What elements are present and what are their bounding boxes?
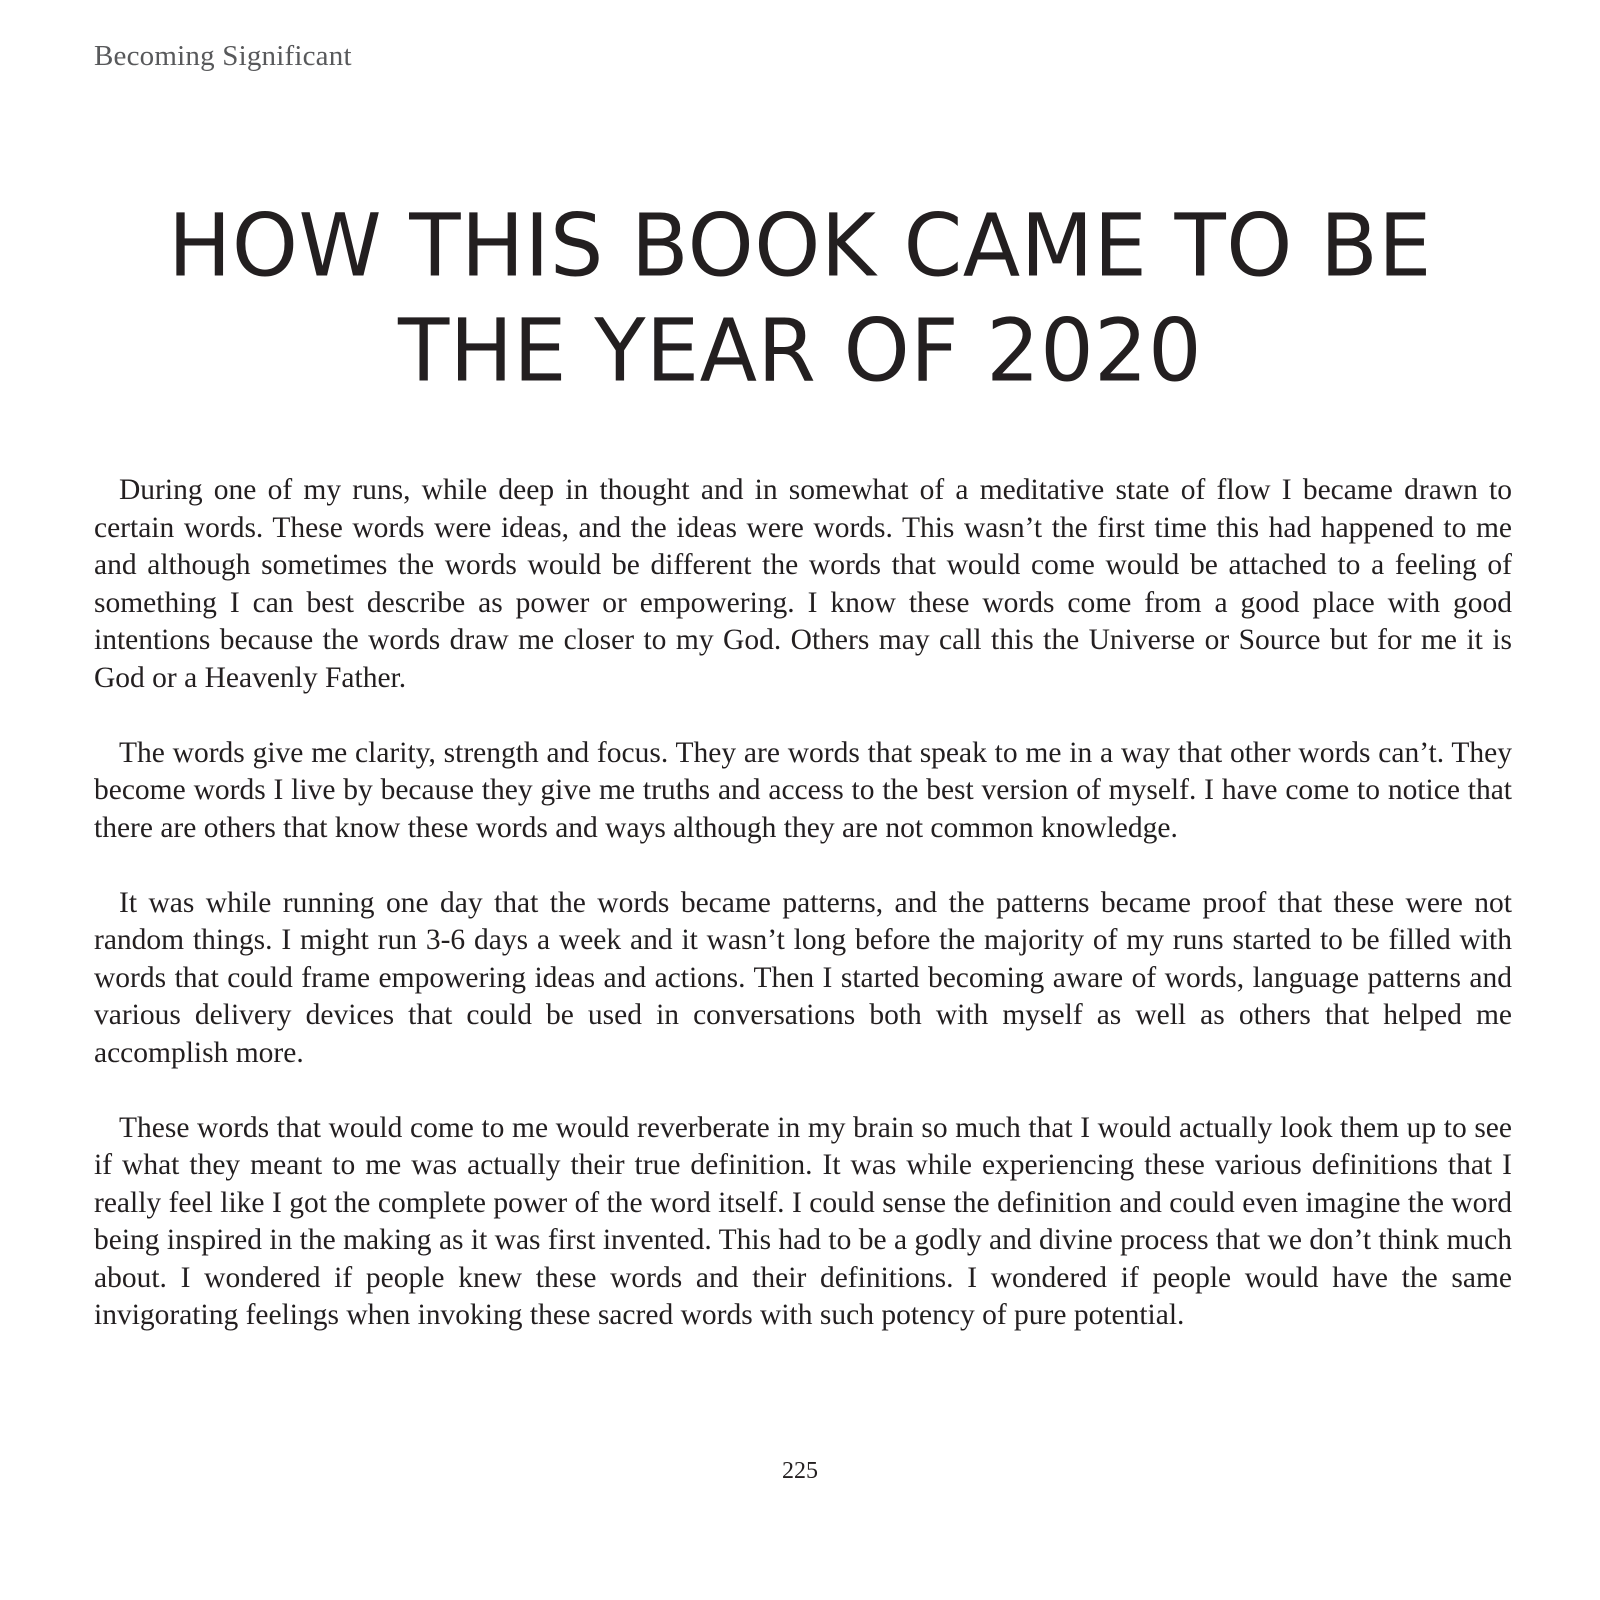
page-number: 225 [782,1458,818,1484]
paragraph-4: These words that would come to me would reverberate in my brain so much that I would actually look them up to see if what they meant to me was actually their true definition. It was while experiencing these various definitions that I really feel like I got the complete power of the word itself. I could sense the definition and could even imagine the word being inspired in the making as it was first invented. This had to be a godly and divine process that we don’t think much about. I wondered if people knew these words and their definitions. I wondered if people would have the same invigorating feelings when invoking these sacred words with such potency of pure potential. [94,1111,1512,1331]
body-text [94,472,1512,1372]
paragraph-2: The words give me clarity, strength and focus. They are words that speak to me in a way that other words can’t. They become words I live by because they give me truths and access to the best version of myself. I have come to notice that there are others that know these words and ways although they are not common knowledge. [94,736,1512,844]
chapter-title [0,193,1600,403]
chapter-title-line-1: HOW THIS BOOK CAME TO BE [168,195,1432,296]
paragraph-1: During one of my runs, while deep in thought and in somewhat of a meditative state of flow I became drawn to certain words. These words were ideas, and the ideas were words. This wasn’t the first time this had happened to me and although sometimes the words would be different the words that would come would be attached to a feeling of something I can best describe as power or empowering. I know these words come from a good place with good intentions because the words draw me closer to my God. Others may call this the Universe or Source but for me it is God or a Heavenly Father. [94,474,1512,694]
running-header: Becoming Significant [94,40,352,72]
paragraph-3: It was while running one day that the words became patterns, and the patterns became proof that these were not random things. I might run 3-6 days a week and it wasn’t long before the majority of my runs started to be filled with words that could frame empowering ideas and actions. Then I started becoming aware of words, language patterns and various delivery devices that could be used in conversations both with myself as well as others that helped me accomplish more. [94,886,1512,1069]
chapter-title-line-2: THE YEAR OF 2020 [397,300,1203,401]
